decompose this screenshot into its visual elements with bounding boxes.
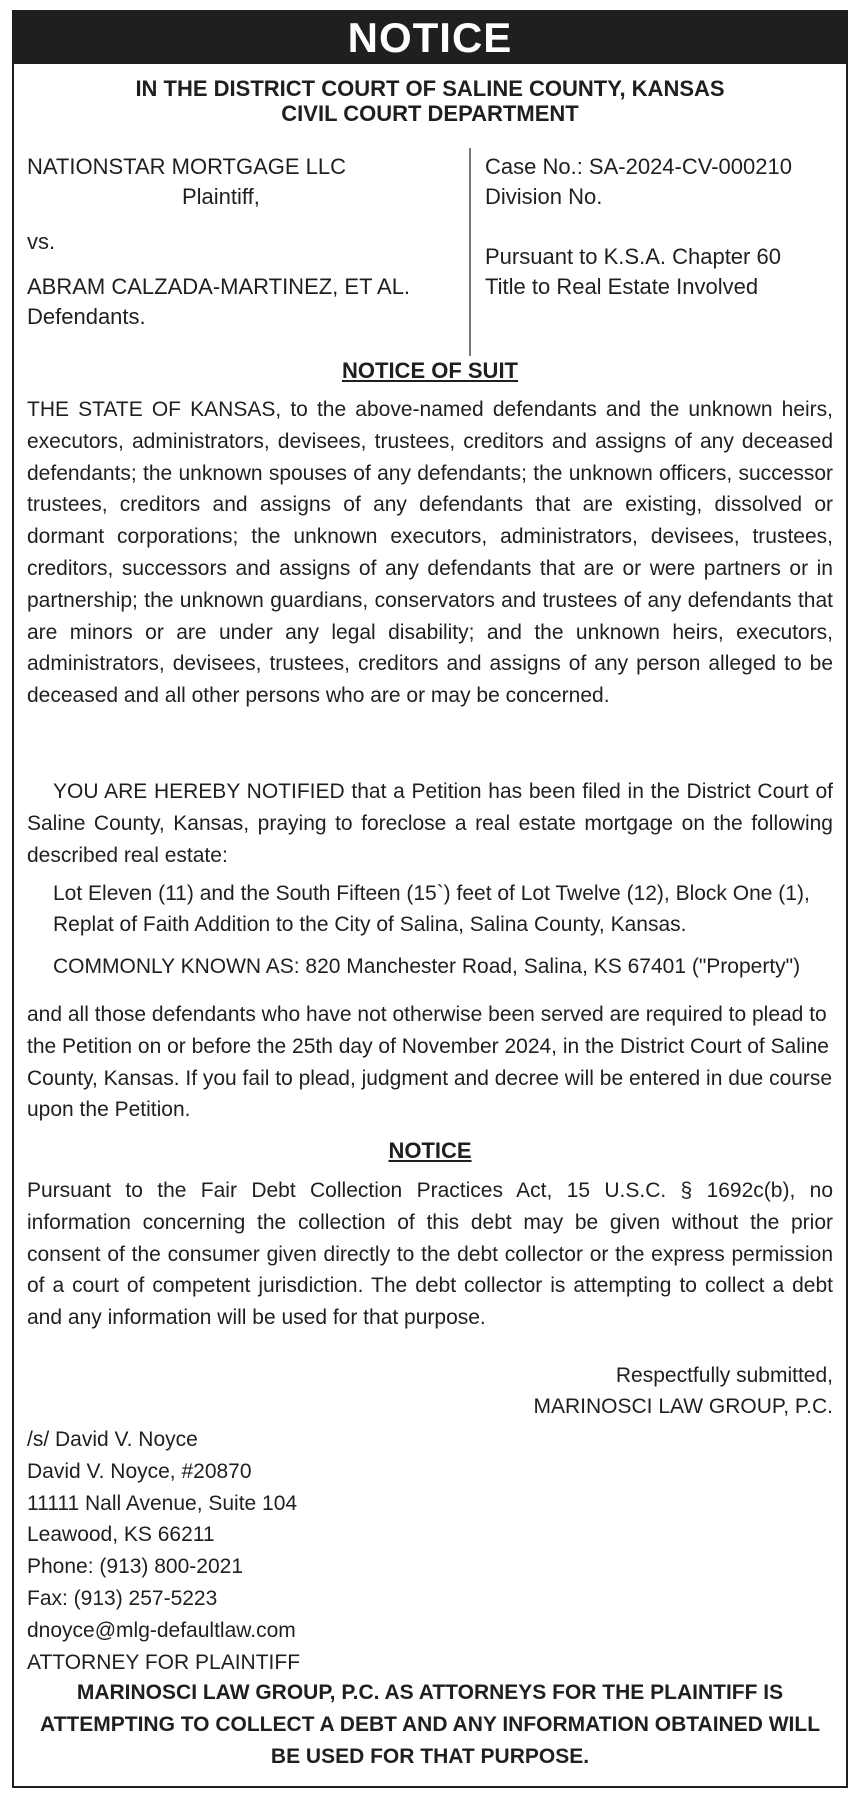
email-address: dnoyce@mlg-defaultlaw.com (27, 1618, 296, 1642)
statute-reference: Pursuant to K.S.A. Chapter 60 (485, 244, 781, 269)
notice-banner: NOTICE (14, 12, 846, 64)
versus: vs. (27, 229, 56, 254)
debt-collector-disclaimer: MARINOSCI LAW GROUP, P.C. AS ATTORNEYS FOR THE PLAINTIFF IS ATTEMPTING TO COLLECT A DEBT AND ANY INFORMATION OBTAINED WILL BE USED FOR THAT PURPOSE. (39, 1681, 821, 1768)
case-number: Case No.: SA-2024-CV-000210 (485, 154, 792, 179)
attorney-role: ATTORNEY FOR PLAINTIFF (27, 1650, 301, 1674)
common-address: COMMONLY KNOWN AS: 820 Manchester Road, Salina, KS 67401 ("Property") (53, 955, 801, 978)
fdcpa-paragraph: Pursuant to the Fair Debt Collection Practices Act, 15 U.S.C. § 1692c(b), no information concerning the collection of this debt may be given without the prior consent of the consumer given directly to the debt collector or the express permission of a court of competent jurisdiction. The debt collector is attempting to collect a debt and any information will be used for that purpose. (27, 1179, 833, 1330)
signature-block (27, 1424, 627, 1678)
legal-description (53, 878, 833, 940)
legal-description-line-1: Lot Eleven (11) and the South Fifteen (15`) feet of Lot Twelve (12), Block One (1), (53, 882, 810, 905)
notice-frame (12, 10, 848, 1788)
signature-line: /s/ David V. Noyce (27, 1428, 198, 1451)
caption-divider (469, 148, 471, 356)
plaintiff-name: NATIONSTAR MORTGAGE LLC (27, 154, 347, 179)
address-line-1: 11111 Nall Avenue, Suite 104 (27, 1491, 298, 1515)
court-header (14, 76, 846, 126)
suit-paragraph-2: YOU ARE HEREBY NOTIFIED that a Petition has been filed in the District Court of Saline County, Kansas, praying to foreclose a real estate mortgage on the following described real estate: (27, 780, 833, 867)
address-line-2: Leawood, KS 66211 (27, 1523, 215, 1547)
fax-number: Fax: (913) 257-5223 (27, 1586, 218, 1610)
title-involved: Title to Real Estate Involved (485, 274, 759, 299)
closing-block (27, 1360, 833, 1422)
plaintiff-role: Plaintiff, (182, 184, 260, 209)
defendant-name: ABRAM CALZADA-MARTINEZ, ET AL. (27, 274, 411, 299)
closing-firm-name: MARINOSCI LAW GROUP, P.C. (533, 1395, 833, 1418)
fdcpa-heading: NOTICE (388, 1138, 472, 1163)
phone-number: Phone: (913) 800-2021 (27, 1555, 243, 1579)
suit-paragraph-3: and all those defendants who have not otherwise been served are required to plead to the Petition on or before the 25th day of November 2024, in the District Court of Saline County, Kansas. If you fail to plead, judgment and decree will be entered in due course upon the Petition. (27, 1003, 833, 1122)
division-number: Division No. (485, 184, 603, 209)
suit-paragraph-1: THE STATE OF KANSAS, to the above-named defendants and the unknown heirs, executors, administrators, devisees, trustees, creditors and assigns of any deceased defendants; the unknown spouses of any defendants; the unknown officers, successor trustees, creditors and assigns of any defendants that are existing, dissolved or dormant corporations; the unknown executors, administrators, devisees, trustees, creditors, successors and assigns of any defendants that are or were partners or in partnership; the unknown guardians, conservators and trustees of any defendants that are minors or are under any legal disability; and the unknown heirs, executors, administrators, devisees, trustees, creditors and assigns of any person alleged to be deceased and all other persons who are or may be concerned. (27, 398, 833, 708)
attorney-name: David V. Noyce, #20870 (27, 1459, 252, 1483)
respectfully-submitted: Respectfully submitted, (615, 1364, 833, 1387)
legal-description-line-2: Replat of Faith Addition to the City of Salina, Salina County, Kansas. (53, 913, 687, 936)
court-name: IN THE DISTRICT COURT OF SALINE COUNTY, KANSAS (135, 76, 725, 101)
court-department: CIVIL COURT DEPARTMENT (281, 101, 579, 126)
notice-of-suit-heading: NOTICE OF SUIT (342, 358, 518, 383)
defendant-role: Defendants. (27, 304, 146, 329)
